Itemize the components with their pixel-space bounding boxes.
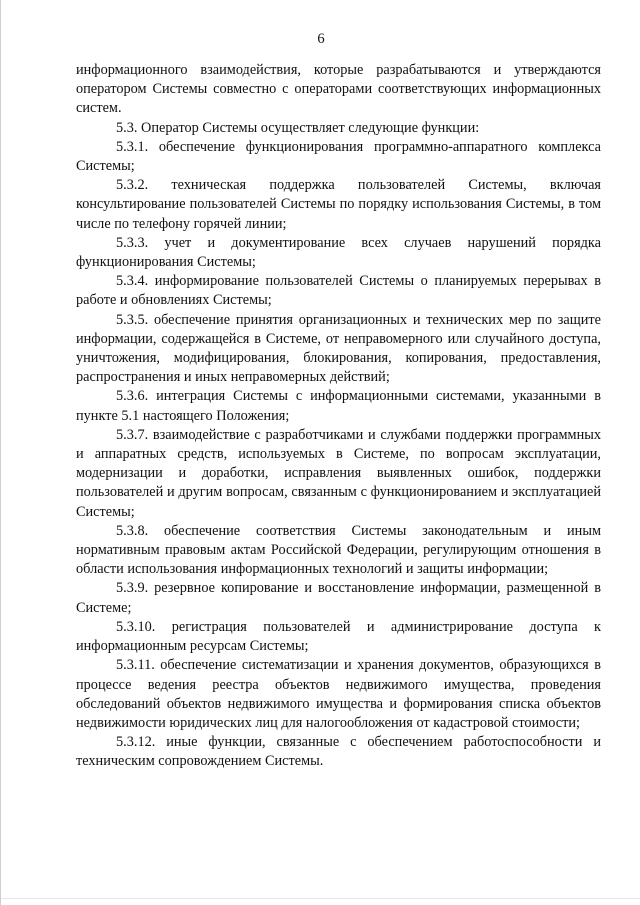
paragraph-5-3-6: 5.3.6. интеграция Системы с информационными системами, указанными в пункте 5.1 настоящего Положения; <box>76 388 601 424</box>
paragraph-5-3-5: 5.3.5. обеспечение принятия организационных и технических мер по защите информации, содержащейся в Системе, от неправомерного или случайного доступа, уничтожения, модифицирования, блокирования, копирования, предоставления, распространения и иных неправомерных действий; <box>76 311 601 386</box>
document-body <box>76 61 601 772</box>
paragraph-5-3-10: 5.3.10. регистрация пользователей и администрирование доступа к информационным ресурсам Системы; <box>76 618 601 655</box>
paragraph-5-3-4: 5.3.4. информирование пользователей Системы о планируемых перерывах в работе и обновлениях Системы; <box>76 273 601 309</box>
page-bottom-edge <box>1 898 640 899</box>
paragraph-5-3-3: 5.3.3. учет и документирование всех случаев нарушений порядка функционирования Системы; <box>76 234 601 271</box>
paragraph-5-3: 5.3. Оператор Системы осуществляет следующие функции: <box>116 119 480 136</box>
paragraph-5-3-8: 5.3.8. обеспечение соответствия Системы законодательным и иным нормативным правовым актам Российской Федерации, регулирующим отношения в области использования информационных технологий и защиты информации; <box>76 522 601 578</box>
paragraph-5-3-11: 5.3.11. обеспечение систематизации и хранения документов, образующихся в процессе ведения реестра объектов недвижимого имущества, проведения обследований объектов недвижимого имущества и формирования списка объектов недвижимости юридических лиц для налогообложения от кадастровой стоимости; <box>76 657 601 731</box>
page-number: 6 <box>317 31 325 47</box>
paragraph-5-3-9: 5.3.9. резервное копирование и восстановление информации, размещенной в Системе; <box>76 580 601 616</box>
paragraph-5-3-2: 5.3.2. техническая поддержка пользователей Системы, включая консультирование пользователей Системы по порядку использования Системы, в том числе по телефону горячей линии; <box>76 177 601 232</box>
paragraph-5-3-1: 5.3.1. обеспечение функционирования программно-аппаратного комплекса Системы; <box>76 138 601 175</box>
paragraph-continuation: информационного взаимодействия, которые разрабатываются и утверждаются оператором Системы совместно с операторами соответствующих информационных систем. <box>76 62 601 117</box>
paragraph-5-3-12: 5.3.12. иные функции, связанные с обеспечением работоспособности и техническим сопровождением Системы. <box>76 734 601 770</box>
paragraph-5-3-7: 5.3.7. взаимодействие с разработчиками и службами поддержки программных и аппаратных средств, используемых в Системе, по вопросам эксплуатации, модернизации и доработки, исправления выявленных ошибок, поддержки пользователей и другим вопросам, связанным с функционированием и эксплуатацией Системы; <box>76 426 601 520</box>
